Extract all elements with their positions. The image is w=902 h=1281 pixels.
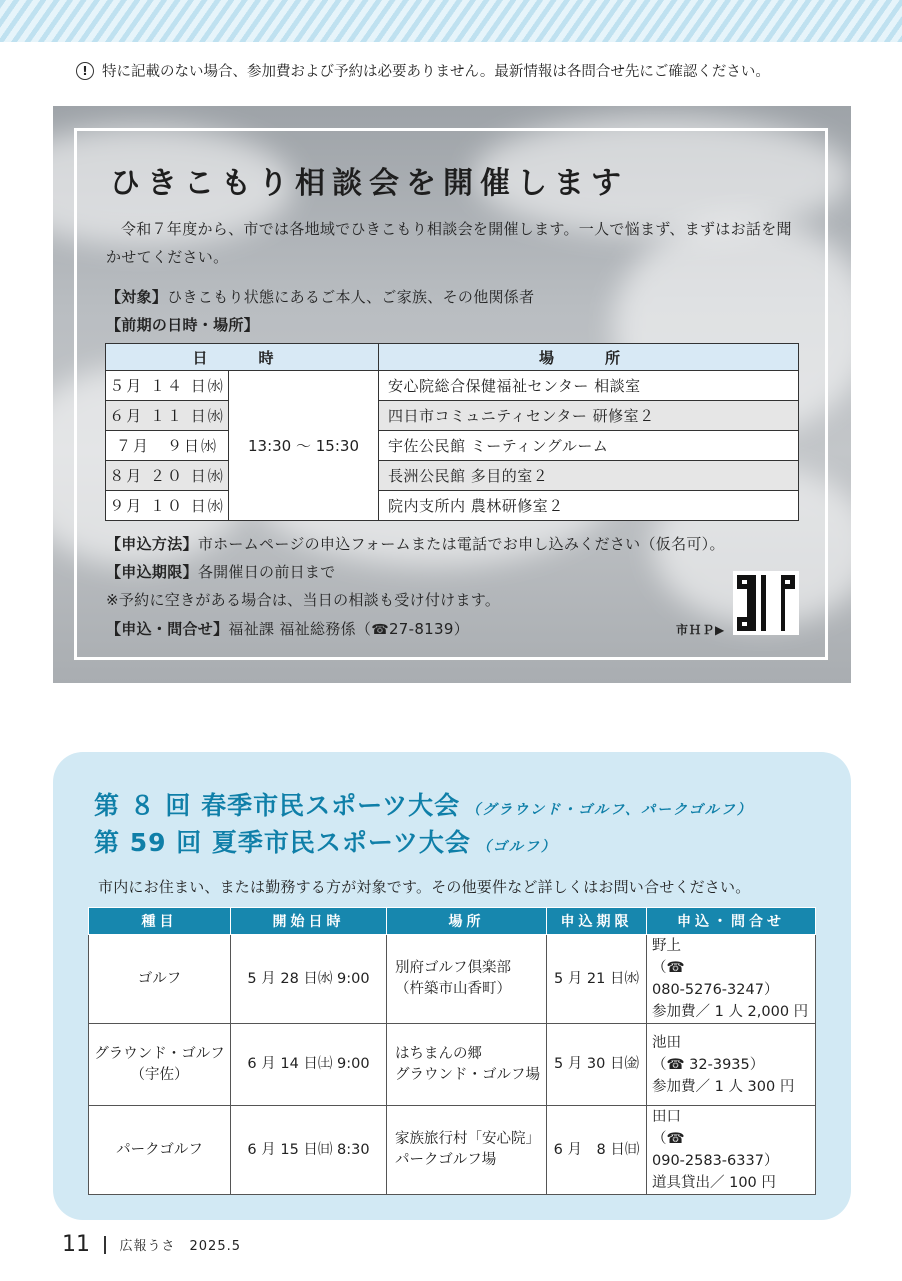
- contact-line: [106, 618, 469, 639]
- deadline: 5 月 21 日㈬: [547, 935, 647, 1024]
- spring-tournament-title: [94, 786, 753, 822]
- hikikomori-intro: 令和７年度から、市では各地域でひきこもり相談会を開催します。一人で悩まず、まずはお話を聞かせてください。: [106, 220, 792, 266]
- schedule-heading-label: 【前期の日時・場所】: [106, 316, 260, 334]
- target-label: 【対象】: [106, 288, 168, 306]
- sports-table: [88, 907, 816, 1195]
- phone-icon: ☎: [666, 1056, 685, 1073]
- contact-phone-line: （☎ 090-2583-6337）: [652, 1131, 779, 1169]
- session-place: 長洲公民館 多目的室２: [379, 461, 799, 491]
- contact-cell: [647, 935, 816, 1024]
- target-line: [106, 286, 534, 307]
- contact-phone-line: （☎ 080-5276-3247）: [652, 960, 779, 998]
- session-date: ９月 １０ 日㈬: [106, 491, 229, 521]
- qr-pattern: [737, 575, 795, 631]
- phone-icon: ☎: [371, 622, 389, 638]
- place-line-2: パークゴルフ場: [395, 1152, 497, 1168]
- publication-name: 広報うさ 2025.5: [119, 1239, 241, 1254]
- place-line-1: 別府ゴルフ倶楽部: [395, 960, 511, 976]
- session-place: 宇佐公民館 ミーティングルーム: [379, 431, 799, 461]
- contact-cell: [647, 1106, 816, 1195]
- header-deadline: 申込期限: [547, 908, 647, 935]
- schedule-heading: [106, 314, 259, 335]
- session-date: ５月 １４ 日㈬: [106, 371, 229, 401]
- qr-code[interactable]: [733, 571, 799, 635]
- page-number: 11: [62, 1232, 90, 1257]
- spring-title-sub: （グラウンド・ゴルフ、パークゴルフ）: [466, 802, 753, 818]
- sports-intro: 市内にお住まい、または勤務する方が対象です。その他要件など詳しくはお問い合せください。: [98, 878, 751, 896]
- page-footer: [62, 1232, 241, 1257]
- contact-label: 【申込・問合せ】: [106, 620, 229, 638]
- place-line-2: （杵築市山香町）: [395, 981, 511, 997]
- contact-name: 池田: [652, 1034, 681, 1051]
- event-cell: [89, 1106, 231, 1195]
- contact-phone-line: （☎ 32-3935）: [652, 1056, 765, 1073]
- table-row: [89, 1106, 816, 1195]
- summer-tournament-title: [94, 823, 557, 859]
- place-cell: [387, 935, 547, 1024]
- same-day-note: ※予約に空きがある場合は、当日の相談も受け付けます。: [106, 591, 501, 609]
- place-cell: [387, 1106, 547, 1195]
- place-line-2: グラウンド・ゴルフ場: [395, 1066, 540, 1083]
- event-cell: [89, 935, 231, 1024]
- deadline: 5 月 30 日㈮: [547, 1024, 647, 1106]
- start-time: 5 月 28 日㈬ 9:00: [231, 935, 387, 1024]
- session-date: ７月 ９日㈬: [106, 431, 229, 461]
- contact-name: 野上: [652, 938, 681, 954]
- event-cell: [89, 1024, 231, 1106]
- place-line-1: 家族旅行村「安心院」: [395, 1131, 540, 1147]
- apply-method-label: 【申込方法】: [106, 535, 198, 553]
- table-row: [106, 371, 799, 401]
- hikikomori-schedule-table: [105, 343, 799, 521]
- contact-fee: 参加費／ 1 人 300 円: [652, 1078, 795, 1095]
- contact-text: 福祉課 福祉総務係（: [228, 620, 372, 638]
- session-date: ８月 ２０ 日㈬: [106, 461, 229, 491]
- session-time: 13:30 ～ 15:30: [229, 371, 379, 521]
- event-location: （宇佐）: [130, 1066, 189, 1083]
- apply-method-text: 市ホームページの申込フォームまたは電話でお申し込みください（仮名可）。: [197, 535, 725, 553]
- phone-icon: ☎: [666, 1131, 685, 1147]
- table-row: [106, 461, 799, 491]
- deadline-line: [106, 561, 336, 582]
- session-place: 院内支所内 農林研修室２: [379, 491, 799, 521]
- header-event: 種目: [89, 908, 231, 935]
- session-place: 四日市コミュニティセンター 研修室２: [379, 401, 799, 431]
- place-cell: [387, 1024, 547, 1106]
- start-time: 6 月 15 日㈰ 8:30: [231, 1106, 387, 1195]
- deadline-text: 各開催日の前日まで: [197, 563, 336, 581]
- summer-title-sub: （ゴルフ）: [476, 839, 557, 855]
- table-row: [89, 935, 816, 1024]
- hikikomori-title: ひきこもり相談会を開催します: [110, 166, 628, 201]
- session-date: ６月 １１ 日㈬: [106, 401, 229, 431]
- table-row: [106, 401, 799, 431]
- contact-phone: 32-3935）: [689, 1056, 765, 1073]
- header-place: 場 所: [379, 344, 799, 371]
- contact-phone: 090-2583-6337）: [652, 1153, 779, 1169]
- header-stripe: [0, 0, 902, 42]
- table-row: [106, 431, 799, 461]
- contact-name: 田口: [652, 1109, 681, 1125]
- notice: [76, 60, 856, 81]
- place-line-1: はちまんの郷: [395, 1045, 482, 1062]
- table-row: [89, 1024, 816, 1106]
- event-name: ゴルフ: [137, 970, 182, 987]
- header-start: 開始日時: [231, 908, 387, 935]
- session-place: 安心院総合保健福祉センター 相談室: [379, 371, 799, 401]
- contact-fee: 道具貸出／ 100 円: [652, 1175, 776, 1191]
- summer-title-main: 第 59 回 夏季市民スポーツ大会: [94, 828, 471, 857]
- contact-phone: 27-8139）: [388, 620, 470, 638]
- exclamation-icon: !: [76, 62, 94, 80]
- contact-cell: [647, 1024, 816, 1106]
- deadline-label: 【申込期限】: [106, 563, 198, 581]
- contact-fee: 参加費／ 1 人 2,000 円: [652, 1004, 809, 1020]
- header-place: 場所: [387, 908, 547, 935]
- contact-phone: 080-5276-3247）: [652, 982, 779, 998]
- city-hp-label: 市ＨＰ▶: [676, 623, 726, 637]
- notice-text: 特に記載のない場合、参加費および予約は必要ありません。最新情報は各問合せ先にご確認ください。: [102, 64, 770, 80]
- footer-divider: [104, 1236, 106, 1254]
- target-text: ひきこもり状態にあるご本人、ご家族、その他関係者: [167, 288, 535, 306]
- header-contact: 申込・問合せ: [647, 908, 816, 935]
- event-name: パークゴルフ: [116, 1141, 203, 1158]
- header-datetime: 日 時: [106, 344, 379, 371]
- apply-method-line: [106, 533, 725, 554]
- deadline: 6 月 8 日㈰: [547, 1106, 647, 1195]
- phone-icon: ☎: [666, 960, 685, 976]
- start-time: 6 月 14 日㈯ 9:00: [231, 1024, 387, 1106]
- event-name: グラウンド・ゴルフ: [94, 1045, 225, 1062]
- table-row: [106, 491, 799, 521]
- spring-title-main: 第 ８ 回 春季市民スポーツ大会: [94, 791, 461, 820]
